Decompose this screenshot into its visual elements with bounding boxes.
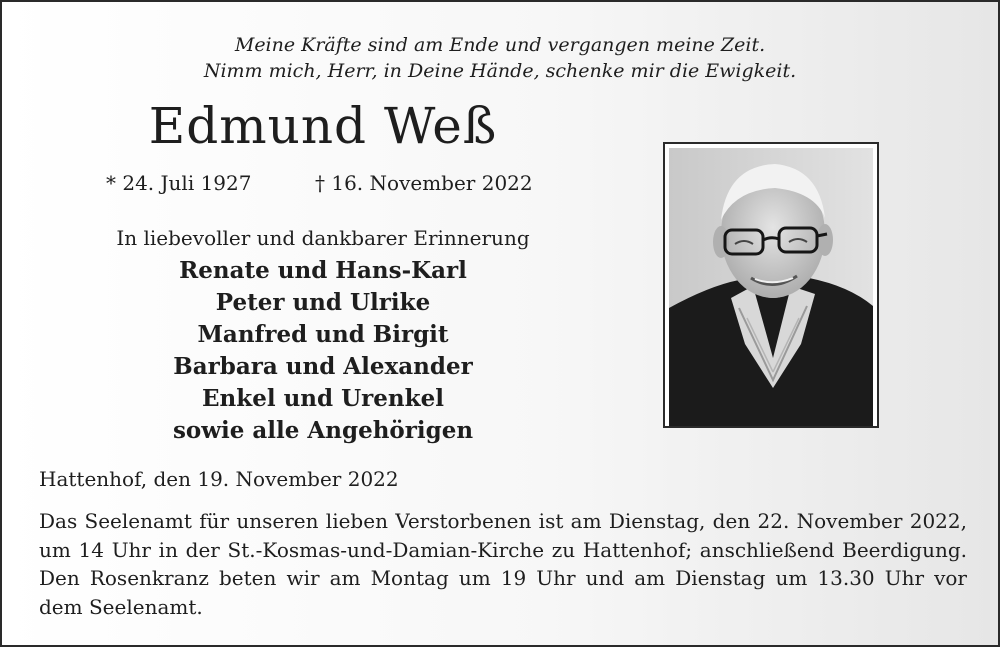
remembrance-line: In liebevoller und dankbarer Erinnerung xyxy=(116,226,530,250)
mourner-entry: Renate und Hans-Karl xyxy=(179,257,467,284)
service-line: Den Rosenkranz beten wir am Montag um 19 Uhr und am Dienstag um 13.30 Uhr vor xyxy=(39,566,967,590)
service-line: Das Seelenamt für unseren lieben Verstorbenen ist am Dienstag, den 22. November 2022, xyxy=(39,509,967,533)
motto-line-2: Nimm mich, Herr, in Deine Hände, schenke mir die Ewigkeit. xyxy=(203,60,797,82)
place-and-date: Hattenhof, den 19. November 2022 xyxy=(39,467,399,491)
portrait-photo xyxy=(669,148,873,426)
motto-verse xyxy=(2,32,998,84)
service-details xyxy=(39,507,967,621)
mourner-entry: Enkel und Urenkel xyxy=(202,385,444,412)
birth-date: * 24. Juli 1927 xyxy=(106,171,252,195)
service-line: dem Seelenamt. xyxy=(39,594,203,619)
portrait-photo-frame xyxy=(663,142,879,428)
service-line: um 14 Uhr in der St.-Kosmas-und-Damian-Kirche zu Hattenhof; anschließend Beerdigung. xyxy=(39,537,967,562)
deceased-name: Edmund Weß xyxy=(148,97,498,155)
mourners-list xyxy=(2,255,644,447)
death-date: † 16. November 2022 xyxy=(315,171,533,195)
mourner-entry: Peter und Ulrike xyxy=(215,289,431,316)
motto-line-1: Meine Kräfte sind am Ende und vergangen meine Zeit. xyxy=(234,34,766,56)
mourner-entry: sowie alle Angehörigen xyxy=(172,417,474,444)
mourner-entry: Barbara und Alexander xyxy=(173,353,473,380)
mourner-entry: Manfred und Birgit xyxy=(197,321,449,348)
